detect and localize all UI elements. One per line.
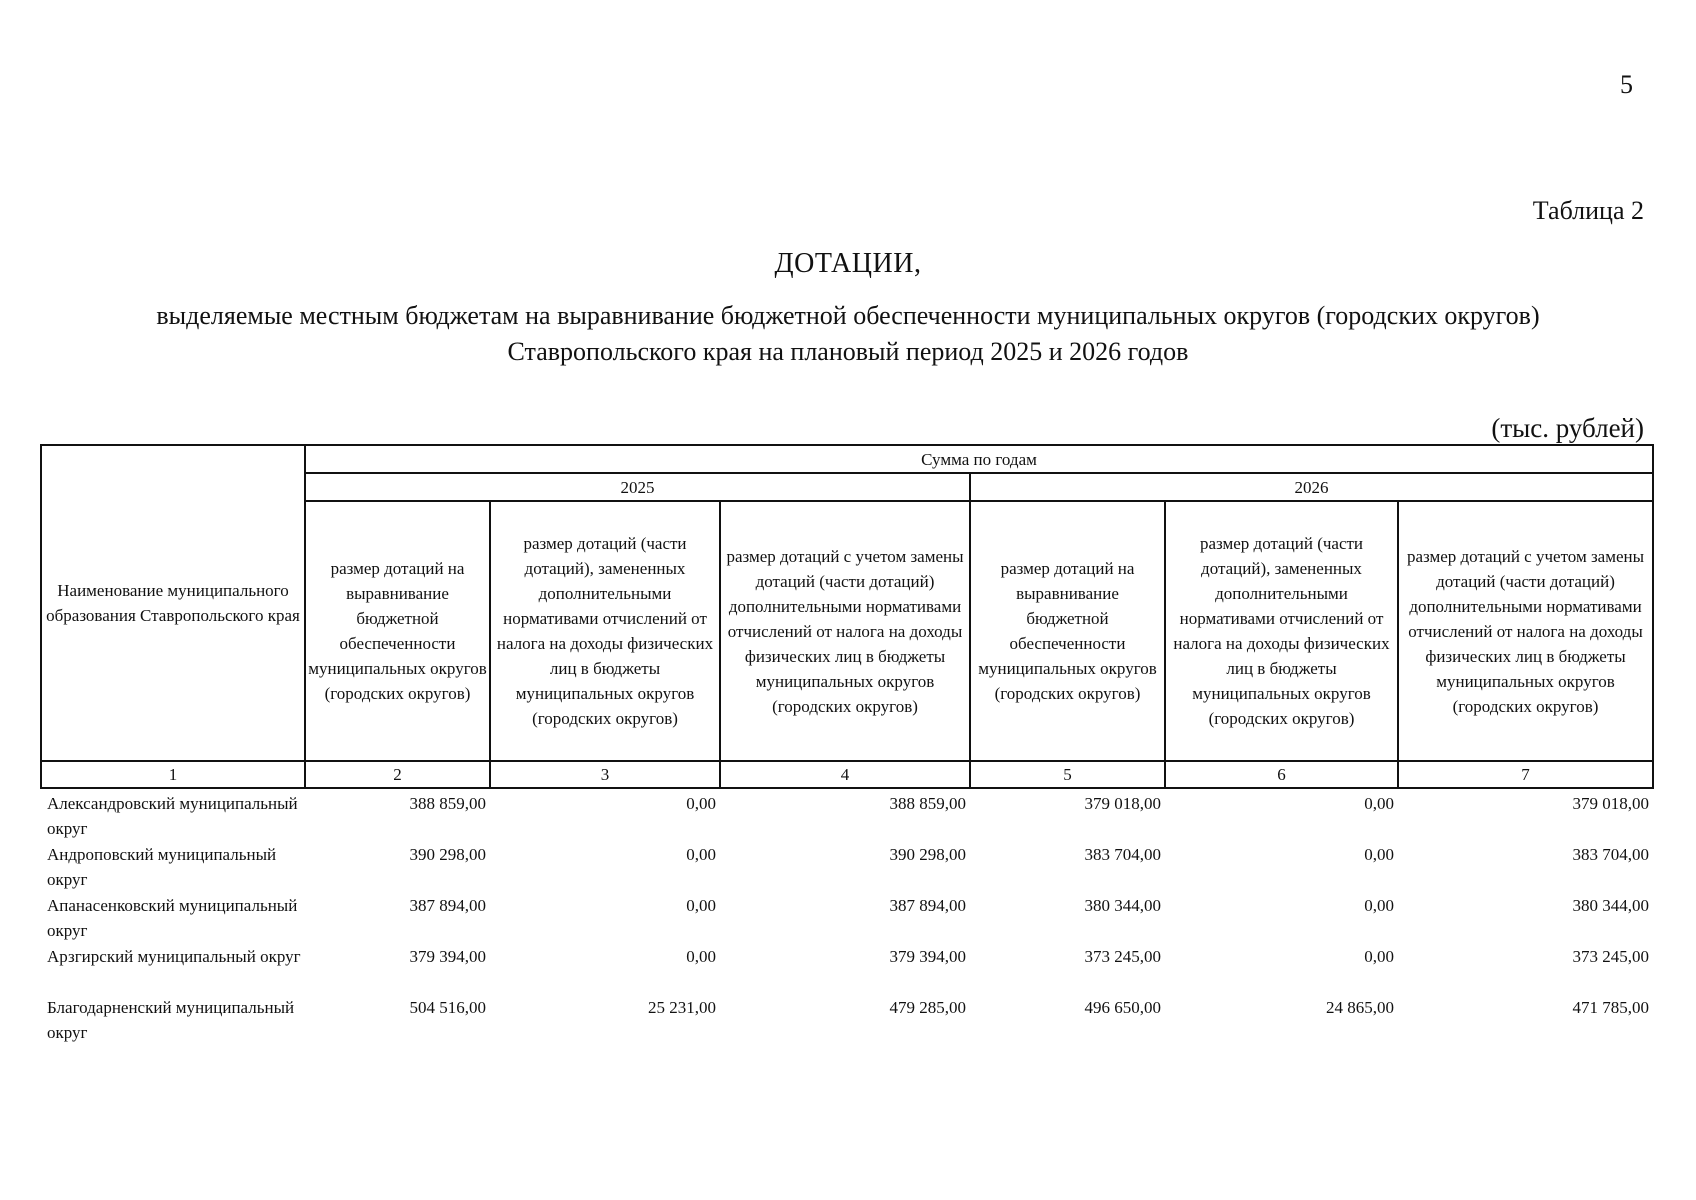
value-cell: 379 394,00 — [889, 947, 966, 966]
subtitle-line-1: выделяемые местным бюджетам на выравнивание бюджетной обеспеченности муниципальных округов (городских округов) — [156, 301, 1540, 330]
table-row — [41, 995, 1653, 1046]
value-cell: 388 859,00 — [889, 794, 966, 813]
table-label: Таблица 2 — [1532, 196, 1644, 225]
value-cell: 380 344,00 — [1572, 896, 1649, 915]
column-number: 5 — [970, 761, 1165, 788]
column-number: 2 — [305, 761, 490, 788]
value-cell: 379 394,00 — [409, 947, 486, 966]
header-sum-by-years: Сумма по годам — [305, 445, 1653, 473]
header-year-2026: 2026 — [970, 473, 1653, 501]
value-cell: 383 704,00 — [1084, 845, 1161, 864]
value-cell: 390 298,00 — [409, 845, 486, 864]
column-number: 6 — [1165, 761, 1398, 788]
value-cell: 0,00 — [1364, 896, 1394, 915]
value-cell: 387 894,00 — [409, 896, 486, 915]
value-cell: 373 245,00 — [1572, 947, 1649, 966]
table-row — [41, 893, 1653, 944]
header-col-7: размер дотаций с учетом замены дотаций (части дотаций) дополнительными нормативами отчислений от налога на доходы физических лиц в бюджеты муниципальных округов (городских округов) — [1398, 501, 1653, 761]
header-year-2025: 2025 — [305, 473, 970, 501]
value-cell: 373 245,00 — [1084, 947, 1161, 966]
units-label: (тыс. рублей) — [1491, 413, 1644, 443]
value-cell: 471 785,00 — [1572, 998, 1649, 1017]
value-cell: 25 231,00 — [648, 998, 716, 1017]
value-cell: 0,00 — [1364, 845, 1394, 864]
value-cell: 383 704,00 — [1572, 845, 1649, 864]
header-col-5: размер дотаций на выравнивание бюджетной обеспеченности муниципальных округов (городских округов) — [970, 501, 1165, 761]
column-number: 1 — [41, 761, 305, 788]
header-municipality: Наименование муниципального образования Ставропольского края — [41, 445, 305, 761]
value-cell: 0,00 — [686, 947, 716, 966]
document-title: ДОТАЦИИ, — [774, 248, 922, 279]
value-cell: 379 018,00 — [1084, 794, 1161, 813]
document-subtitle — [40, 298, 1656, 370]
value-cell: 0,00 — [686, 794, 716, 813]
value-cell: 0,00 — [1364, 794, 1394, 813]
value-cell: 0,00 — [1364, 947, 1394, 966]
page-number: 5 — [1620, 70, 1633, 99]
value-cell: 387 894,00 — [889, 896, 966, 915]
value-cell: 504 516,00 — [409, 998, 486, 1017]
header-col-3: размер дотаций (части дотаций), замененных дополнительными нормативами отчислений от налога на доходы физических лиц в бюджеты муниципальных округов (городских округов) — [490, 501, 720, 761]
header-col-4: размер дотаций с учетом замены дотаций (части дотаций) дополнительными нормативами отчислений от налога на доходы физических лиц в бюджеты муниципальных округов (городских округов) — [720, 501, 970, 761]
subsidies-table — [40, 444, 1654, 1046]
table-row — [41, 788, 1653, 842]
value-cell: 24 865,00 — [1326, 998, 1394, 1017]
value-cell: 380 344,00 — [1084, 896, 1161, 915]
table-row — [41, 842, 1653, 893]
table-row — [41, 944, 1653, 995]
municipality-name: Арзгирский муниципальный округ — [47, 947, 301, 966]
value-cell: 479 285,00 — [889, 998, 966, 1017]
value-cell: 388 859,00 — [409, 794, 486, 813]
column-number: 3 — [490, 761, 720, 788]
header-col-2: размер дотаций на выравнивание бюджетной обеспеченности муниципальных округов (городских округов) — [305, 501, 490, 761]
municipality-name: Александровский муниципальный округ — [47, 794, 298, 838]
column-number: 4 — [720, 761, 970, 788]
column-number: 7 — [1398, 761, 1653, 788]
value-cell: 0,00 — [686, 896, 716, 915]
value-cell: 0,00 — [686, 845, 716, 864]
value-cell: 379 018,00 — [1572, 794, 1649, 813]
municipality-name: Благодарненский муниципальный округ — [47, 998, 295, 1042]
municipality-name: Апанасенковский муниципальный округ — [47, 896, 298, 940]
value-cell: 390 298,00 — [889, 845, 966, 864]
header-col-6: размер дотаций (части дотаций), замененных дополнительными нормативами отчислений от налога на доходы физических лиц в бюджеты муниципальных округов (городских округов) — [1165, 501, 1398, 761]
municipality-name: Андроповский муниципальный округ — [47, 845, 277, 889]
subtitle-line-2: Ставропольского края на плановый период 2025 и 2026 годов — [507, 337, 1189, 366]
value-cell: 496 650,00 — [1084, 998, 1161, 1017]
